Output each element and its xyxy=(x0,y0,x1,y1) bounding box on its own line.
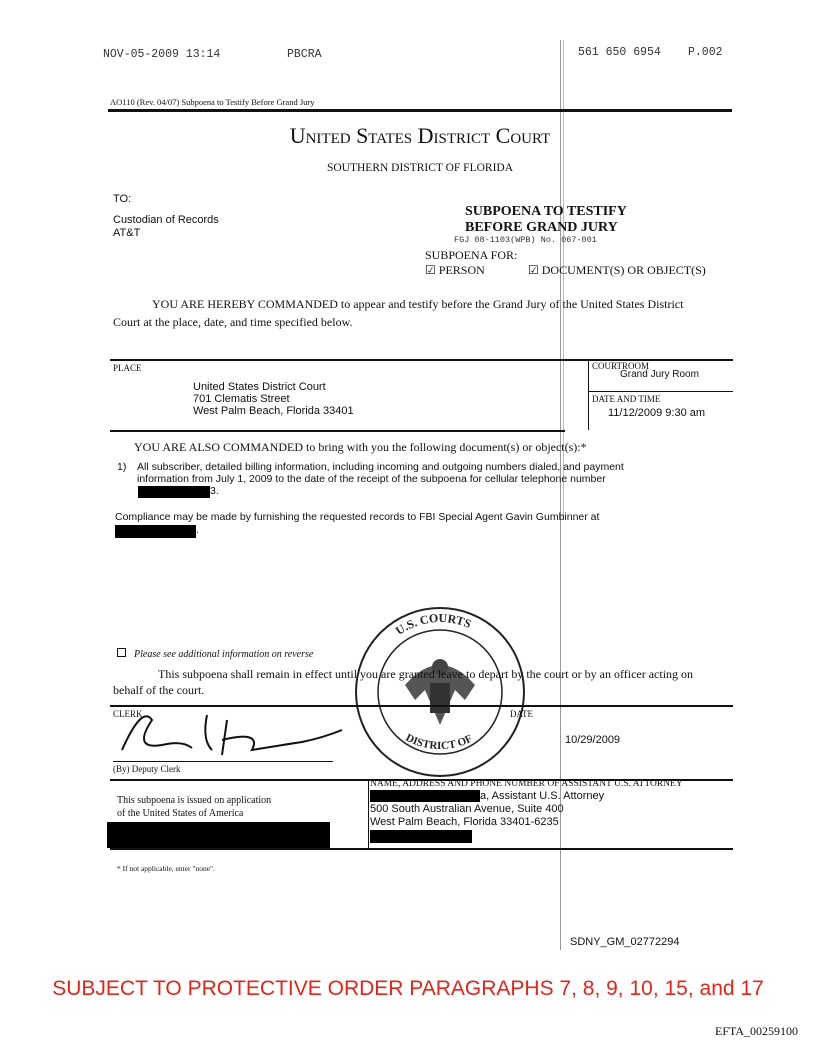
court-district: SOUTHERN DISTRICT OF FLORIDA xyxy=(326,162,514,174)
bates-number: SDNY_GM_02772294 xyxy=(570,936,680,948)
option-person xyxy=(425,263,485,278)
attorney-address2: West Palm Beach, Florida 33401-6235 xyxy=(370,816,559,828)
fax-sender: PBCRA xyxy=(287,48,322,61)
courtroom-label: COURTROOM xyxy=(592,361,649,371)
option-documents xyxy=(528,263,706,278)
item-number: 1) xyxy=(117,461,127,473)
fax-phone: 561 650 6954 xyxy=(578,46,661,59)
application-line1: This subpoena is issued on application xyxy=(117,795,272,806)
option-documents-label: DOCUMENT(S) OR OBJECT(S) xyxy=(541,263,706,277)
signature-line xyxy=(113,761,333,762)
seal-bottom-text: DISTRICT OF xyxy=(403,731,475,753)
to-label: TO: xyxy=(113,193,132,205)
redaction xyxy=(138,486,210,498)
subpoena-for-label: SUBPOENA FOR: xyxy=(425,248,518,262)
courtroom-value: Grand Jury Room xyxy=(620,369,699,380)
recipient-line2: AT&T xyxy=(113,227,141,239)
compliance-text: Compliance may be made by furnishing the requested records to FBI Special Agent Gavin Gumbinner at xyxy=(115,511,600,523)
datetime-label: DATE AND TIME xyxy=(592,394,661,404)
option-person-label: PERSON xyxy=(438,263,485,277)
place-divider xyxy=(588,360,589,430)
compliance-tail: . xyxy=(196,524,199,536)
place-line3: West Palm Beach, Florida 33401 xyxy=(193,405,354,417)
place-line2: 701 Clematis Street xyxy=(193,393,290,405)
attorney-divider xyxy=(368,780,369,848)
deputy-clerk-label: (By) Deputy Clerk xyxy=(113,764,181,774)
checkbox-icon xyxy=(117,648,126,657)
footnote: * If not applicable, enter "none". xyxy=(117,864,215,873)
efta-number: EFTA_00259100 xyxy=(715,1024,799,1038)
command-line2: Court at the place, date, and time specified below. xyxy=(113,315,353,329)
datetime-rule xyxy=(588,391,733,392)
subpoena-title-1: SUBPOENA TO TESTIFY xyxy=(465,204,627,219)
item-line1: All subscriber, detailed billing information, including incoming and outgoing numbers dialed, and payment xyxy=(137,461,624,473)
fax-datetime: NOV-05-2009 13:14 xyxy=(103,48,221,61)
attorney-label: NAME, ADDRESS AND PHONE NUMBER OF ASSISTANT U.S. ATTORNEY xyxy=(370,779,683,789)
application-line2: of the United States of America xyxy=(117,808,244,819)
command-line1: YOU ARE HEREBY COMMANDED to appear and testify before the Grand Jury of the United States District xyxy=(152,297,684,311)
attorney-name-tail: a, Assistant U.S. Attorney xyxy=(480,790,605,802)
fax-page: P.002 xyxy=(688,46,723,59)
date-label: DATE xyxy=(510,709,533,719)
also-commanded-heading: YOU ARE ALSO COMMANDED to bring with you the following document(s) or object(s):* xyxy=(134,440,587,454)
clerk-label: CLERK xyxy=(113,709,143,719)
reverse-note-text: Please see additional information on reverse xyxy=(134,649,314,660)
redaction xyxy=(107,822,330,848)
top-rule xyxy=(108,109,732,112)
place-line1: United States District Court xyxy=(193,381,326,393)
place-label: PLACE xyxy=(113,363,142,373)
case-number: FGJ 08-1103(WPB) No. 067-001 xyxy=(454,235,597,245)
attorney-address1: 500 South Australian Avenue, Suite 400 xyxy=(370,803,564,815)
item-tail: 3. xyxy=(210,485,219,497)
redaction xyxy=(115,525,196,538)
recipient-line1: Custodian of Records xyxy=(113,214,219,226)
protective-order-notice: SUBJECT TO PROTECTIVE ORDER PARAGRAPHS 7, 8, 9, 10, 15, and 17 xyxy=(52,977,764,1000)
court-seal-icon xyxy=(345,605,535,780)
form-id: AO110 (Rev. 04/07) Subpoena to Testify Before Grand Jury xyxy=(110,97,315,107)
issue-date: 10/29/2009 xyxy=(565,734,621,746)
reverse-note xyxy=(117,648,313,660)
remain-line2: behalf of the court. xyxy=(113,683,205,697)
redaction xyxy=(370,790,480,802)
subpoena-title-2: BEFORE GRAND JURY xyxy=(465,220,618,235)
item-line2: information from July 1, 2009 to the date of the receipt of the subpoena for cellular telephone number xyxy=(137,473,606,485)
seal-top-text: U.S. COURTS xyxy=(392,610,474,638)
clerk-signature-icon xyxy=(112,700,352,765)
court-title: United States District Court xyxy=(289,123,551,148)
redaction xyxy=(370,830,472,843)
checked-checkbox-icon: ☑ xyxy=(425,263,436,277)
datetime-value: 11/12/2009 9:30 am xyxy=(608,407,706,419)
checked-checkbox-icon: ☑ xyxy=(528,263,539,277)
bottom-rule xyxy=(110,848,733,850)
place-bottom-rule xyxy=(110,430,565,432)
remain-line1: This subpoena shall remain in effect until you are granted leave to depart by the court or by an officer acting on xyxy=(158,667,694,681)
